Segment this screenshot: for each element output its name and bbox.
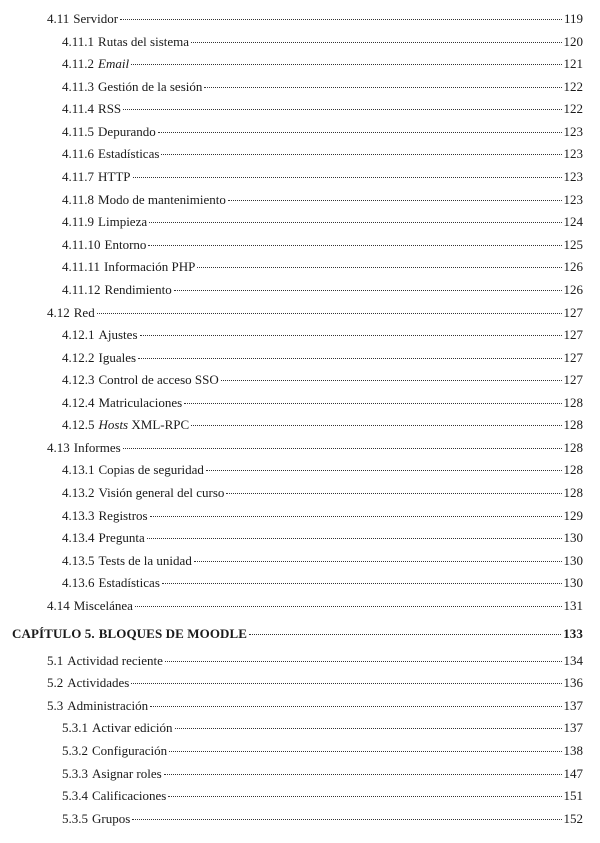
section-number: 4.13.6 bbox=[62, 575, 95, 590]
page-number: 123 bbox=[563, 124, 583, 139]
dot-leader bbox=[249, 633, 561, 635]
toc-entry bbox=[47, 438, 583, 458]
toc-entry bbox=[62, 809, 583, 829]
page-number: 122 bbox=[563, 101, 583, 116]
page-number: 127 bbox=[563, 305, 583, 320]
toc-entry bbox=[62, 212, 583, 232]
page-number: 133 bbox=[563, 626, 583, 641]
toc-entry bbox=[62, 506, 583, 526]
section-number: 4.11.10 bbox=[62, 237, 101, 252]
section-number: 4.12.4 bbox=[62, 395, 95, 410]
toc-entry bbox=[62, 483, 583, 503]
section-title: Gestión de la sesión bbox=[98, 79, 203, 94]
section-number: 4.13.4 bbox=[62, 530, 95, 545]
section-number: 5.3.2 bbox=[62, 743, 88, 758]
dot-leader bbox=[138, 357, 561, 359]
section-number: 4.11.8 bbox=[62, 192, 95, 207]
dot-leader bbox=[131, 63, 561, 65]
toc-entry bbox=[62, 764, 583, 784]
toc-entry bbox=[62, 786, 583, 806]
section-title: Copias de seguridad bbox=[98, 462, 204, 477]
section-number: 4.11.7 bbox=[62, 169, 95, 184]
section-title bbox=[99, 415, 190, 435]
dot-leader bbox=[132, 818, 561, 820]
section-number: 4.12.3 bbox=[62, 372, 95, 387]
section-number: 4.13.1 bbox=[62, 462, 95, 477]
toc-entry bbox=[62, 573, 583, 593]
section-title: Control de acceso SSO bbox=[98, 372, 219, 387]
dot-leader bbox=[174, 289, 562, 291]
page-number: 127 bbox=[563, 350, 583, 365]
section-number: 5.3.5 bbox=[62, 811, 88, 826]
toc-entry bbox=[62, 257, 583, 277]
toc-entry bbox=[62, 325, 583, 345]
dot-leader bbox=[123, 108, 561, 110]
section-title: Rutas del sistema bbox=[98, 34, 190, 49]
toc-entry bbox=[62, 280, 583, 300]
section-number: 4.13.3 bbox=[62, 508, 95, 523]
section-number: 5.3.4 bbox=[62, 788, 88, 803]
dot-leader bbox=[191, 424, 561, 426]
page-number: 126 bbox=[563, 282, 583, 297]
page-number: 123 bbox=[563, 146, 583, 161]
page-number: 138 bbox=[563, 743, 583, 758]
dot-leader bbox=[148, 244, 561, 246]
page-number: 127 bbox=[563, 327, 583, 342]
dot-leader bbox=[228, 199, 562, 201]
page-number: 123 bbox=[563, 169, 583, 184]
dot-leader bbox=[150, 515, 562, 517]
page-number: 120 bbox=[563, 34, 583, 49]
page-number: 126 bbox=[563, 259, 583, 274]
section-number: 4.11.12 bbox=[62, 282, 101, 297]
toc-entry bbox=[62, 370, 583, 390]
dot-leader bbox=[175, 727, 562, 729]
dot-leader bbox=[150, 705, 561, 707]
section-title-rest: XML-RPC bbox=[131, 417, 190, 432]
section-number: 4.11.11 bbox=[62, 259, 101, 274]
toc-entry bbox=[47, 651, 583, 671]
section-title: Visión general del curso bbox=[98, 485, 225, 500]
toc-entry bbox=[47, 696, 583, 716]
section-number: 5.3 bbox=[47, 698, 64, 713]
dot-leader bbox=[120, 18, 562, 20]
toc-entry bbox=[47, 303, 583, 323]
page-number: 129 bbox=[563, 508, 583, 523]
dot-leader bbox=[221, 379, 562, 381]
section-number: 4.11.1 bbox=[62, 34, 95, 49]
section-title: Estadísticas bbox=[98, 575, 160, 590]
dot-leader bbox=[169, 750, 561, 752]
page-number: 130 bbox=[563, 553, 583, 568]
dot-leader bbox=[135, 605, 562, 607]
section-title: Entorno bbox=[104, 237, 147, 252]
section-title: HTTP bbox=[98, 169, 131, 184]
dot-leader bbox=[97, 312, 562, 314]
toc-entry bbox=[62, 99, 583, 119]
section-number: 4.11.4 bbox=[62, 101, 95, 116]
section-title: Administración bbox=[67, 698, 149, 713]
page-number: 128 bbox=[563, 417, 583, 432]
section-title-italic: Hosts bbox=[98, 417, 129, 432]
page-number: 122 bbox=[563, 79, 583, 94]
section-title: Matriculaciones bbox=[98, 395, 183, 410]
section-number: 4.11.5 bbox=[62, 124, 95, 139]
toc-entry bbox=[62, 122, 583, 142]
page-number: 151 bbox=[563, 788, 583, 803]
page-number: 121 bbox=[563, 56, 583, 71]
section-number: 4.11 bbox=[47, 11, 70, 26]
section-number: 4.12.1 bbox=[62, 327, 95, 342]
toc-entry bbox=[47, 596, 583, 616]
section-number: CAPÍTULO 5. bbox=[12, 626, 95, 641]
page-number: 119 bbox=[563, 11, 583, 26]
page-number: 127 bbox=[563, 372, 583, 387]
section-title: Iguales bbox=[98, 350, 137, 365]
page-number: 123 bbox=[563, 192, 583, 207]
section-number: 4.13 bbox=[47, 440, 70, 455]
section-number: 5.3.1 bbox=[62, 720, 88, 735]
toc-entry bbox=[62, 77, 583, 97]
page-number: 125 bbox=[563, 237, 583, 252]
section-title: Modo de mantenimiento bbox=[98, 192, 226, 207]
toc-entry bbox=[62, 460, 583, 480]
section-title: Red bbox=[73, 305, 95, 320]
page-number: 124 bbox=[563, 214, 583, 229]
page-number: 128 bbox=[563, 440, 583, 455]
chapter-heading bbox=[12, 624, 583, 644]
page-number: 131 bbox=[563, 598, 583, 613]
section-title: Estadísticas bbox=[98, 146, 160, 161]
section-number: 5.1 bbox=[47, 653, 64, 668]
dot-leader bbox=[161, 153, 561, 155]
page-number: 134 bbox=[563, 653, 583, 668]
section-title: Actividades bbox=[67, 675, 130, 690]
section-title: Tests de la unidad bbox=[98, 553, 192, 568]
dot-leader bbox=[164, 773, 562, 775]
dot-leader bbox=[147, 537, 562, 539]
toc-entry bbox=[62, 741, 583, 761]
dot-leader bbox=[133, 176, 562, 178]
toc-entry bbox=[62, 528, 583, 548]
section-title: Rendimiento bbox=[104, 282, 172, 297]
section-number: 4.11.6 bbox=[62, 146, 95, 161]
dot-leader bbox=[165, 660, 562, 662]
page-number: 128 bbox=[563, 485, 583, 500]
section-title: BLOQUES DE MOODLE bbox=[98, 626, 248, 641]
section-title: Depurando bbox=[98, 124, 156, 139]
section-title: Registros bbox=[98, 508, 148, 523]
page-number: 137 bbox=[563, 720, 583, 735]
toc-entry bbox=[47, 673, 583, 693]
section-title: Servidor bbox=[73, 11, 119, 26]
dot-leader bbox=[123, 447, 562, 449]
section-title: Configuración bbox=[92, 743, 168, 758]
toc-entry bbox=[62, 190, 583, 210]
dot-leader bbox=[204, 86, 561, 88]
section-number: 4.12.5 bbox=[62, 417, 95, 432]
section-title: RSS bbox=[98, 101, 122, 116]
section-title: Limpieza bbox=[98, 214, 148, 229]
dot-leader bbox=[168, 795, 561, 797]
page-number: 152 bbox=[563, 811, 583, 826]
toc-entry bbox=[62, 393, 583, 413]
toc-entry bbox=[62, 32, 583, 52]
dot-leader bbox=[194, 560, 562, 562]
section-title: Calificaciones bbox=[92, 788, 167, 803]
section-title: Miscelánea bbox=[73, 598, 133, 613]
section-title: Grupos bbox=[92, 811, 131, 826]
section-number: 4.11.3 bbox=[62, 79, 95, 94]
page-number: 136 bbox=[563, 675, 583, 690]
toc-entry bbox=[62, 718, 583, 738]
section-number: 4.11.9 bbox=[62, 214, 95, 229]
section-number: 4.13.2 bbox=[62, 485, 95, 500]
dot-leader bbox=[131, 682, 561, 684]
section-number: 4.12 bbox=[47, 305, 70, 320]
section-title: Información PHP bbox=[104, 259, 196, 274]
section-title: Activar edición bbox=[92, 720, 173, 735]
toc-entry bbox=[62, 167, 583, 187]
page-number: 128 bbox=[563, 462, 583, 477]
page-number: 130 bbox=[563, 530, 583, 545]
section-title: Actividad reciente bbox=[67, 653, 163, 668]
toc-entry bbox=[62, 415, 583, 435]
toc-entry bbox=[62, 144, 583, 164]
dot-leader bbox=[184, 402, 561, 404]
page-number: 130 bbox=[563, 575, 583, 590]
dot-leader bbox=[162, 582, 562, 584]
dot-leader bbox=[149, 221, 561, 223]
section-number: 5.3.3 bbox=[62, 766, 88, 781]
toc-entry bbox=[47, 9, 583, 29]
page-number: 128 bbox=[563, 395, 583, 410]
section-title: Informes bbox=[73, 440, 121, 455]
section-number: 4.14 bbox=[47, 598, 70, 613]
dot-leader bbox=[158, 131, 562, 133]
dot-leader bbox=[191, 41, 561, 43]
dot-leader bbox=[197, 266, 561, 268]
section-number: 4.12.2 bbox=[62, 350, 95, 365]
section-title: Asignar roles bbox=[92, 766, 162, 781]
toc-entry bbox=[62, 348, 583, 368]
toc-entry bbox=[62, 235, 583, 255]
section-number: 4.11.2 bbox=[62, 56, 95, 71]
section-number: 4.13.5 bbox=[62, 553, 95, 568]
page-number: 147 bbox=[563, 766, 583, 781]
section-title: Pregunta bbox=[98, 530, 145, 545]
section-title: Ajustes bbox=[98, 327, 138, 342]
toc-entry bbox=[62, 54, 583, 74]
section-title: Email bbox=[98, 56, 130, 71]
toc-entry bbox=[62, 551, 583, 571]
section-number: 5.2 bbox=[47, 675, 64, 690]
page-number: 137 bbox=[563, 698, 583, 713]
dot-leader bbox=[140, 334, 562, 336]
dot-leader bbox=[206, 469, 562, 471]
dot-leader bbox=[226, 492, 561, 494]
